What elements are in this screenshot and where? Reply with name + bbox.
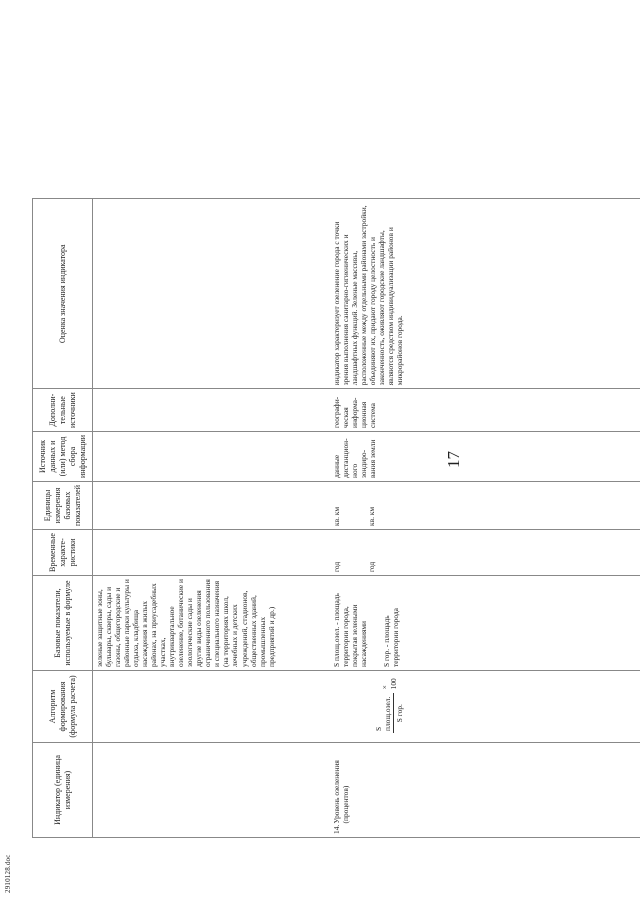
assessment-cell: индикатор характеризует озеленение города с точки зрения выполнения санитарно-гигиенических и ландшафтных функций. Зеленые массивы, расположенные между отдельными районами застройки, объединяют их, придают городу целостность и законченность, оживляют городские ландшафты, являются средством индивидуализации районов и микрорайонов города. — [330, 199, 640, 389]
formula-numerator: S площ.озел. — [374, 693, 394, 733]
base-def-city: S гор. - площадь территории города — [382, 608, 401, 667]
table-row — [330, 199, 640, 838]
indicator-name: Уровень озеленения (процентов) — [332, 760, 351, 824]
table-header-row — [33, 199, 93, 838]
time-1: год — [332, 561, 341, 572]
indicator-table — [32, 198, 640, 838]
header-base: Базовые показатели, используемые в формуле — [33, 576, 93, 671]
base-def-green: S площ.озел. - площадь территории города, покрытая зелеными насаждениями — [332, 593, 369, 667]
time-2: год — [367, 561, 377, 572]
row-number: 14. — [332, 824, 341, 834]
footer-filename: 2910128.doc — [4, 854, 12, 893]
formula-multiplier: × 100 — [380, 678, 399, 690]
header-source: Источник данных и (или) метод сбора информации — [33, 431, 93, 481]
header-algorithm: Алгоритм формирования (формула расчета) — [33, 671, 93, 743]
extra-cell: географи-ческая информа-ционная система — [330, 389, 640, 432]
header-indicator: Индикатор (единица измерения) — [33, 743, 93, 838]
formula-denominator: S гор. — [395, 704, 405, 723]
continuation-text: зеленые защитные зоны, бульвары, скверы, сады и газоны, общегородские и районные парки культуры и отдыха, кладбища насаждения в жилых районах, на приусадебных участках, внутриквартальное озеленение, ботанические и зоологические сады и другие виды озеленения ограниченного пользования и специального назначения (на территориях школ, лечебных и детских учреждений, стадионов, общественных зданий, промышленных предприятий и др.) — [93, 576, 331, 671]
table-row-continuation — [93, 199, 331, 838]
header-extra: Дополни-тельные источники — [33, 389, 93, 432]
units-1: кв. км — [332, 506, 341, 526]
page-number: 17 — [444, 451, 463, 468]
formula — [374, 674, 404, 733]
source-cell: данные дистанцион-ного зондиро-вания земли — [330, 431, 640, 481]
header-assessment: Оценка значения индикатора — [33, 199, 93, 389]
header-units: Единицы измерения базовых показателей — [33, 482, 93, 530]
header-time: Временные характе-ристики — [33, 530, 93, 576]
units-2: кв. км — [367, 506, 377, 526]
